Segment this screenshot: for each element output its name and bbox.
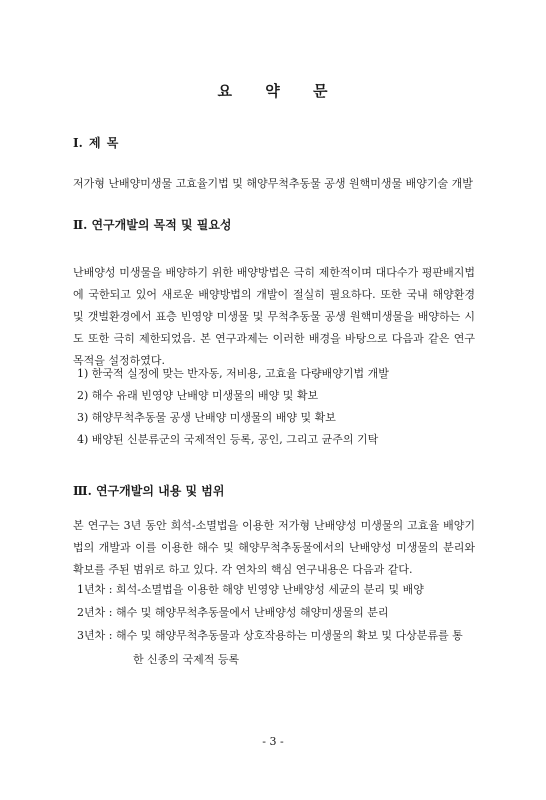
year-2-item: 2년차 : 해수 및 해양무척추동물에서 난배양성 해양미생물의 분리 xyxy=(77,606,389,619)
page-number: - 3 - xyxy=(262,735,284,748)
year-1-item: 1년차 : 희석-소멸법을 이용한 해양 빈영양 난배양성 세균의 분리 및 배양 xyxy=(77,583,424,596)
objective-item-2: 2) 해수 유래 빈영양 난배양 미생물의 배양 및 확보 xyxy=(77,389,319,402)
year-3-item-continued: 한 신종의 국제적 등록 xyxy=(133,653,240,666)
section-2-heading: Ⅱ. 연구개발의 목적 및 필요성 xyxy=(73,218,232,232)
section-1-heading: Ⅰ. 제 목 xyxy=(73,136,119,150)
year-3-item: 3년차 : 해수 및 해양무척추동물과 상호작용하는 미생물의 확보 및 다상분류를 통 xyxy=(77,629,463,642)
objective-item-3: 3) 해양무척추동물 공생 난배양 미생물의 배양 및 확보 xyxy=(77,411,336,424)
section-3-paragraph: 본 연구는 3년 동안 희석-소멸법을 이용한 저가형 난배양성 미생물의 고효율 배양기법의 개발과 이를 이용한 해수 및 해양무척추동물에서의 난배양성 미생물의 분리와 확보를 주된 범위로 하고 있다. 각 연차의 핵심 연구내용은 다음과 같다. xyxy=(73,519,475,576)
objective-item-4: 4) 배양된 신분류군의 국제적인 등록, 공인, 그리고 균주의 기탁 xyxy=(77,433,379,446)
objective-item-1: 1) 한국적 실정에 맞는 반자동, 저비용, 고효율 다량배양기법 개발 xyxy=(77,367,389,380)
section-3-heading: Ⅲ. 연구개발의 내용 및 범위 xyxy=(73,484,225,498)
project-title-text: 저가형 난배양미생물 고효율기법 및 해양무척추동물 공생 원핵미생물 배양기술 개발 xyxy=(73,177,473,190)
section-2-paragraph: 난배양성 미생물을 배양하기 위한 배양방법은 극히 제한적이며 대다수가 평판배지법에 국한되고 있어 새로운 배양방법의 개발이 절실히 필요하다. 또한 국내 해양환경 및 갯벌환경에서 표층 빈영양 미생물 및 무척추동물 공생 원핵미생물을 배양하는 시도 또한 극히 제한되었음. 본 연구과제는 이러한 배경을 바탕으로 다음과 같은 연구목적을 설정하였다. xyxy=(73,266,475,367)
page-title: 요 약 문 xyxy=(217,82,329,100)
